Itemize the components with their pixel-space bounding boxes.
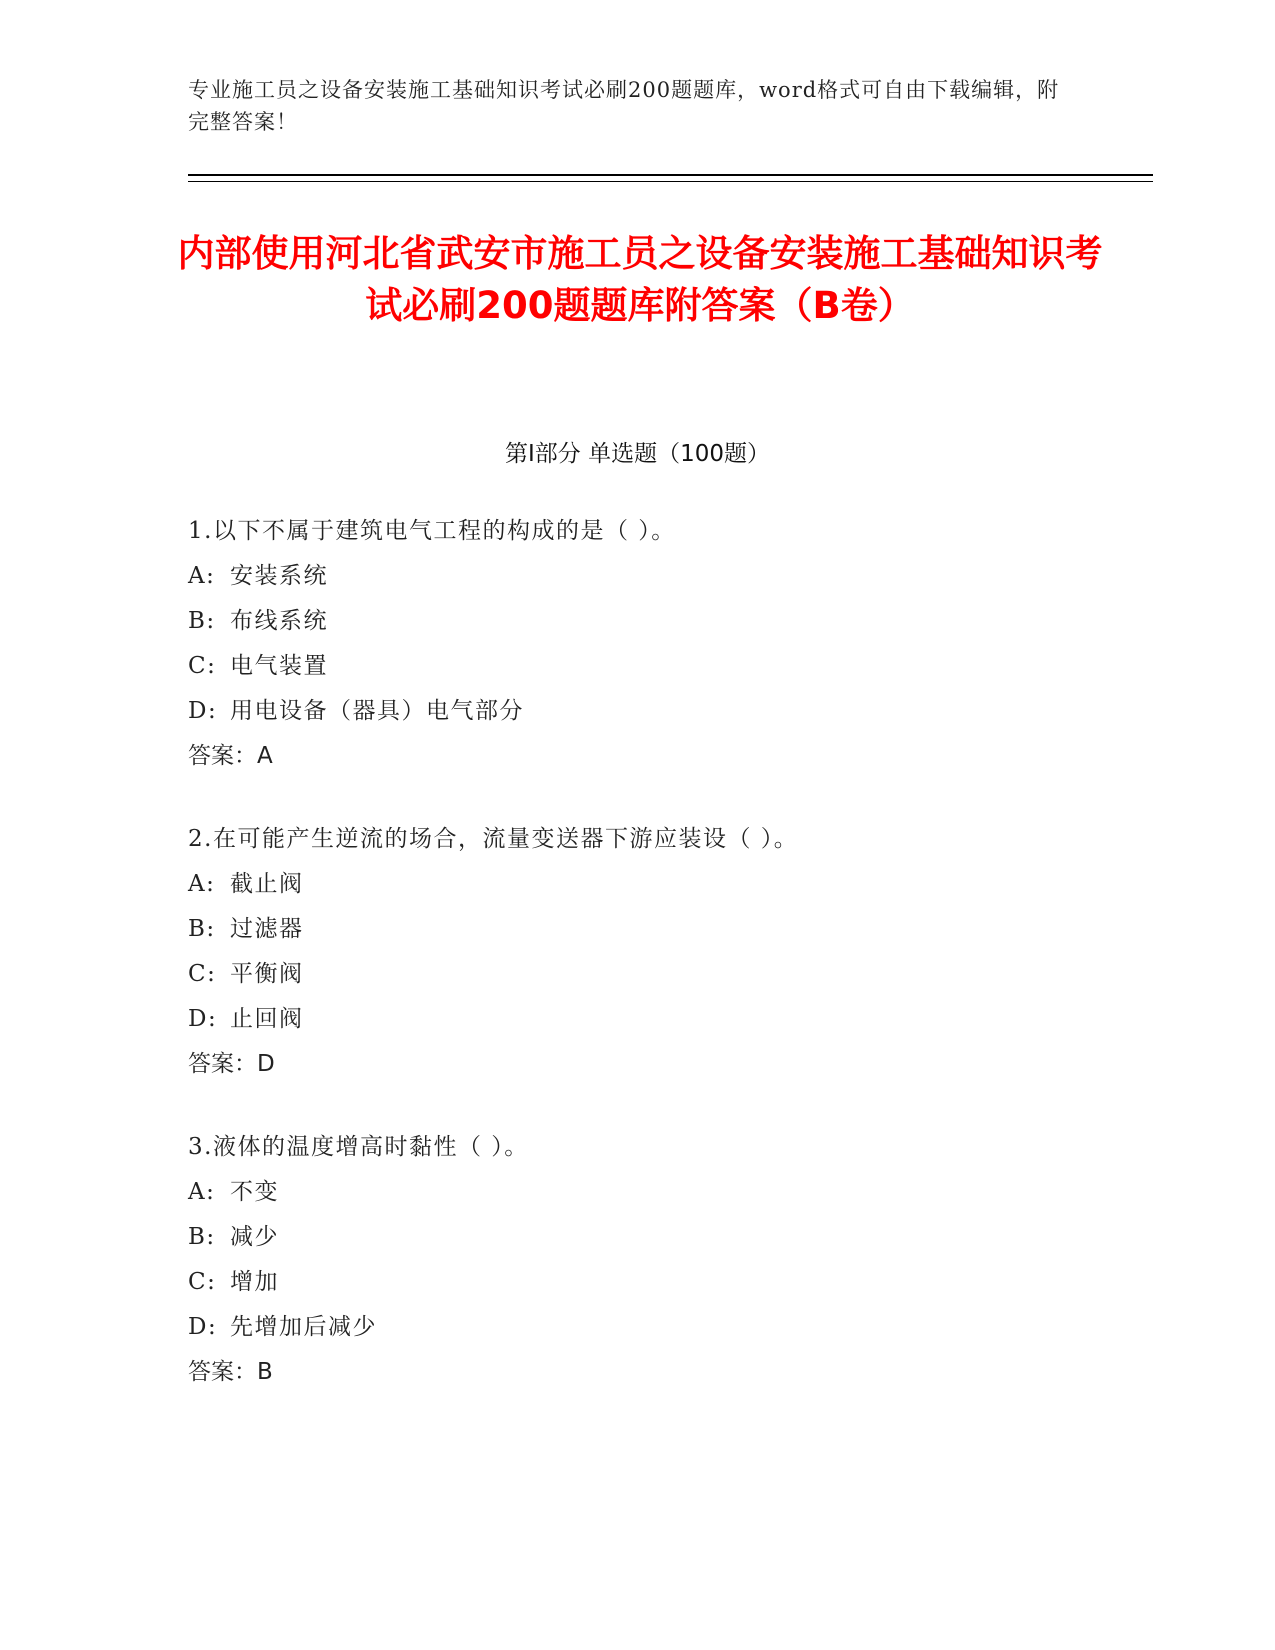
answer-line: 答案：A	[188, 743, 273, 769]
option-letter: B:	[188, 608, 216, 634]
option-b	[188, 907, 1148, 952]
option-text: 截止阀	[230, 871, 304, 897]
option-text: 用电设备（器具）电气部分	[230, 698, 524, 724]
option-c	[188, 644, 1148, 689]
option-text: 过滤器	[230, 916, 304, 942]
option-text: 不变	[230, 1179, 279, 1205]
option-text: 减少	[230, 1224, 279, 1250]
question-stem: 1.以下不属于建筑电气工程的构成的是（ ）。	[188, 518, 676, 544]
option-text: 止回阀	[230, 1006, 304, 1032]
section-heading: 第I部分 单选题（100题）	[505, 441, 770, 467]
answer-line: 答案：D	[188, 1051, 275, 1077]
option-a	[188, 1170, 1148, 1215]
option-text: 电气装置	[230, 653, 328, 679]
answer-line: 答案：B	[188, 1359, 273, 1385]
option-c	[188, 1260, 1148, 1305]
question-stem: 2.在可能产生逆流的场合，流量变送器下游应装设（ ）。	[188, 826, 799, 852]
option-text: 先增加后减少	[230, 1314, 377, 1340]
option-letter: C:	[188, 961, 217, 987]
option-d	[188, 689, 1148, 734]
header-rule-thin	[188, 181, 1153, 182]
option-letter: A:	[188, 871, 216, 897]
option-d	[188, 997, 1148, 1042]
option-text: 增加	[230, 1269, 279, 1295]
option-letter: C:	[188, 653, 217, 679]
option-letter: A:	[188, 563, 216, 589]
header-note: 专业施工员之设备安装施工基础知识考试必刷200题题库，word格式可自由下载编辑，附完整答案！	[188, 78, 1060, 134]
option-letter: D:	[188, 1006, 218, 1032]
option-letter: D:	[188, 698, 218, 724]
option-text: 安装系统	[230, 563, 328, 589]
option-c	[188, 952, 1148, 997]
option-letter: D:	[188, 1314, 218, 1340]
option-b	[188, 1215, 1148, 1260]
option-b	[188, 599, 1148, 644]
question-3	[188, 1124, 1148, 1395]
document-title: 内部使用河北省武安市施工员之设备安装施工基础知识考试必刷200题题库附答案（B卷）	[177, 232, 1103, 327]
question-1	[188, 508, 1148, 779]
option-text: 布线系统	[230, 608, 328, 634]
option-a	[188, 862, 1148, 907]
option-letter: B:	[188, 1224, 216, 1250]
option-text: 平衡阀	[230, 961, 304, 987]
header-rule-thick	[188, 174, 1153, 176]
option-letter: B:	[188, 916, 216, 942]
question-stem: 3.液体的温度增高时黏性（ ）。	[188, 1134, 529, 1160]
option-a	[188, 554, 1148, 599]
option-letter: A:	[188, 1179, 216, 1205]
option-letter: C:	[188, 1269, 217, 1295]
option-d	[188, 1305, 1148, 1350]
question-2	[188, 816, 1148, 1087]
